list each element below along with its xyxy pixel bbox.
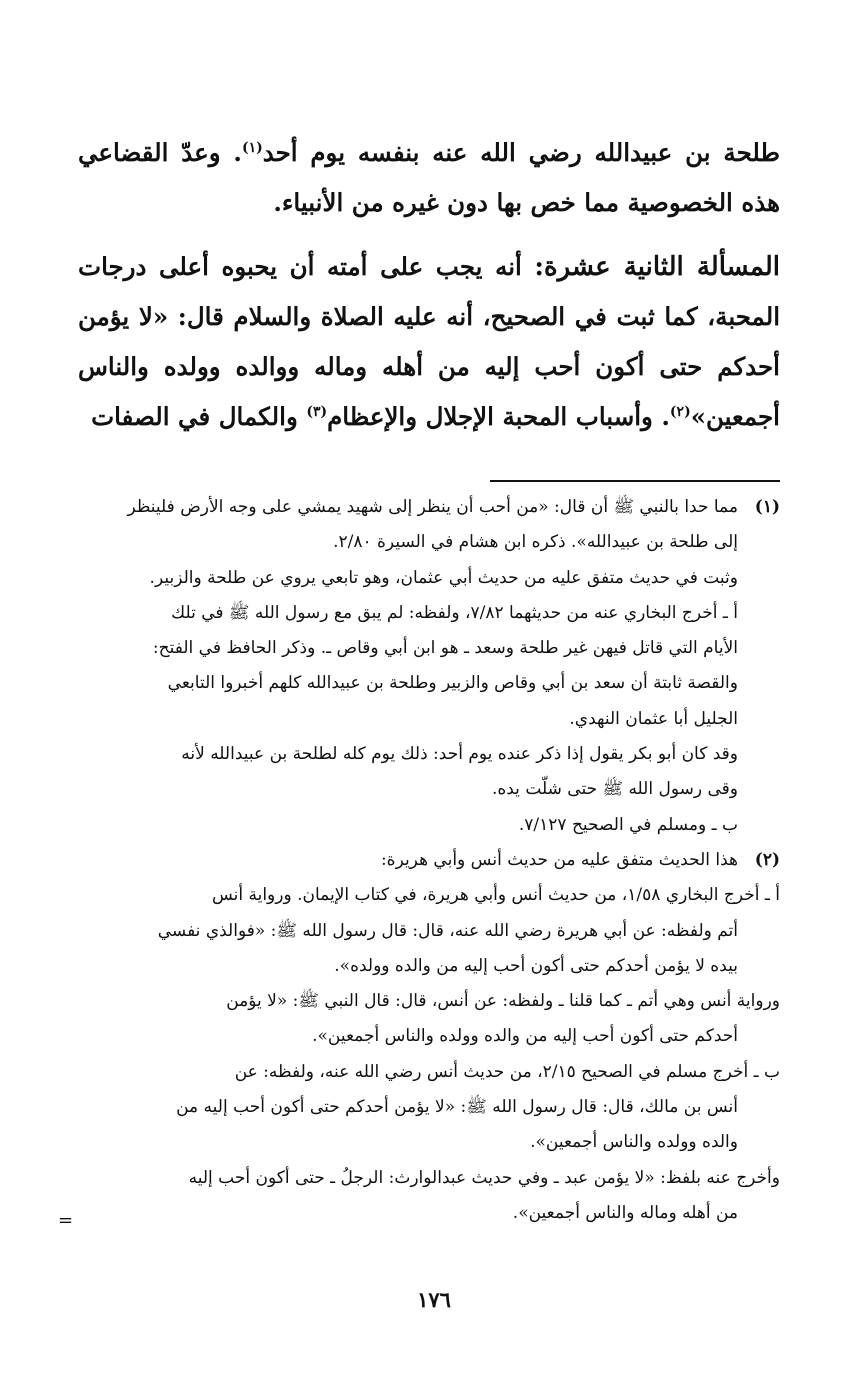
footnote-2-first-line <box>78 843 780 878</box>
footnotes <box>78 490 780 1231</box>
footnote-separator <box>490 480 780 482</box>
p1-text-2: . وعدّ القضاعي هذه الخصوصية مما خص بها دون غيره من الأنبياء. <box>78 138 780 217</box>
footnote-line: أحدكم حتى أكون أحب إليه من والده وولده والناس أجمعين». <box>312 1026 738 1047</box>
footnote-ref-2[interactable]: (٢) <box>669 403 691 420</box>
footnote-line: وثبت في حديث متفق عليه من حديث أبي عثمان، وهو تابعي يروي عن طلحة والزبير. <box>149 567 738 588</box>
main-text <box>78 128 780 442</box>
footnote-line: وأخرج عنه بلفظ: «لا يؤمن عبد ـ وفي حديث عبدالوارث: الرجلُ ـ حتى أكون أحب إليه <box>188 1167 780 1188</box>
footnote-line: ب ـ أخرج مسلم في الصحيح ٢/١٥، من حديث أنس رضي الله عنه، ولفظه: عن <box>234 1061 780 1082</box>
continuation-mark: = <box>58 1210 74 1231</box>
p2-text-3: والكمال في الصفات <box>91 402 307 431</box>
footnote-line: أ ـ أخرج البخاري عنه من حديثهما ٧/٨٢، ولفظه: لم يبق مع رسول الله ﷺ في تلك <box>171 602 738 623</box>
footnote-ref-1[interactable]: (١) <box>241 139 263 156</box>
footnote-line: هذا الحديث متفق عليه من حديث أنس وأبي هريرة: <box>380 849 738 870</box>
footnote-line: والده وولده والناس أجمعين». <box>530 1132 738 1153</box>
p1-text-1: طلحة بن عبيدالله رضي الله عنه بنفسه يوم أحد <box>262 138 780 167</box>
footnote-ref-3[interactable]: (٣) <box>306 403 328 420</box>
p2-text-2: . وأسباب المحبة الإجلال والإعظام <box>327 402 670 431</box>
footnote-line: الجليل أبا عثمان النهدي. <box>569 708 738 729</box>
footnote-line: إلى طلحة بن عبيدالله». ذكره ابن هشام في السيرة ٢/٨٠. <box>333 532 738 553</box>
p2-text-1: أنه يجب على أمته أن يحبوه أعلى درجات المحبة، كما ثبت في الصحيح، أنه عليه الصلاة والسلام قال: «لا يؤمن أحدكم حتى أكون أحب إليه من أهله وماله ووالده وولده والناس أجمعين» <box>78 252 780 431</box>
footnote-1-first-line <box>78 490 780 525</box>
footnote-line: بيده لا يؤمن أحدكم حتى أكون أحب إليه من والده وولده». <box>334 955 738 976</box>
footnote-1-number: (١) <box>754 497 780 517</box>
paragraph-1 <box>78 128 780 228</box>
footnote-line: وقى رسول الله ﷺ حتى شلّت يده. <box>491 779 738 800</box>
footnote-line: ورواية أنس وهي أتم ـ كما قلنا ـ ولفظه: عن أنس، قال: قال النبي ﷺ: «لا يؤمن <box>226 991 780 1012</box>
issue-heading: المسألة الثانية عشرة: <box>534 252 780 282</box>
footnote-line: وقد كان أبو بكر يقول إذا ذكر عنده يوم أحد: ذلك يوم كله لطلحة بن عبيدالله لأنه <box>181 744 738 765</box>
footnote-line: من أهله وماله والناس أجمعين». <box>512 1202 738 1223</box>
footnote-line: أتم ولفظه: عن أبي هريرة رضي الله عنه، قال: قال رسول الله ﷺ: «فوالذي نفسي <box>157 920 738 941</box>
footnote-line: الأيام التي قاتل فيهن غير طلحة وسعد ـ هو ابن أبي وقاص ـ. وذكر الحافظ في الفتح: <box>152 638 738 659</box>
footnote-line: مما حدا بالنبي ﷺ أن قال: «من أحب أن ينظر إلى شهيد يمشي على وجه الأرض فلينظر <box>127 497 738 517</box>
footnote-line: أنس بن مالك، قال: قال رسول الله ﷺ: «لا يؤمن أحدكم حتى أكون أحب إليه من <box>176 1097 738 1118</box>
footnote-line: ب ـ ومسلم في الصحيح ٧/١٢٧. <box>518 814 738 835</box>
page-number: ١٧٦ <box>417 1287 451 1312</box>
paragraph-2 <box>78 242 780 442</box>
footnote-line: أ ـ أخرج البخاري ١/٥٨، من حديث أنس وأبي هريرة، في كتاب الإيمان. ورواية أنس <box>211 885 780 906</box>
footnote-line: والقصة ثابتة أن سعد بن أبي وقاص والزبير وطلحة بن عبيدالله كلهم أخبروا التابعي <box>167 673 738 694</box>
footnote-2-number: (٢) <box>754 849 780 870</box>
